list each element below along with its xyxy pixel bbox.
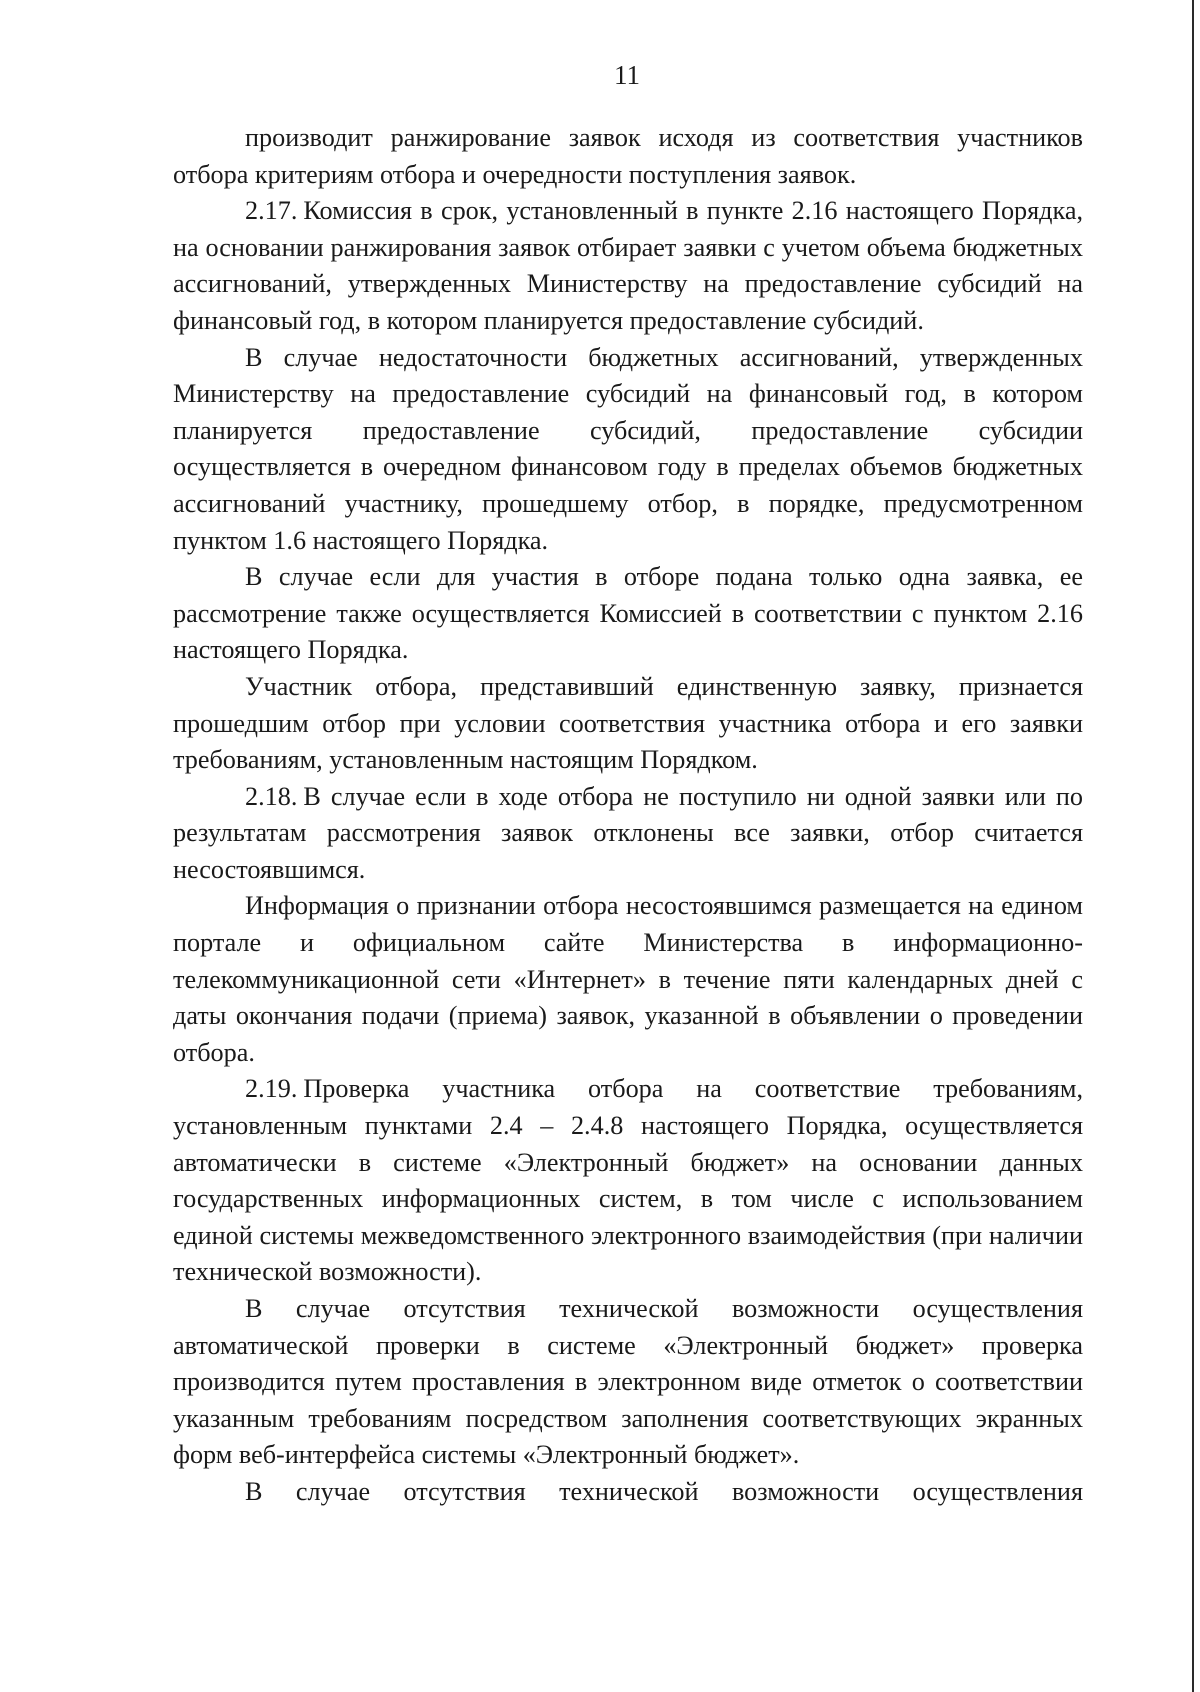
paragraph-number: 2.19. bbox=[245, 1074, 298, 1104]
paragraph-manual-check bbox=[173, 1291, 1083, 1474]
paragraph-single-application bbox=[173, 559, 1083, 669]
paragraph-2-19 bbox=[173, 1071, 1083, 1291]
paragraph-insufficient-funds bbox=[173, 340, 1083, 560]
paragraph-text: В случае недостаточности бюджетных ассигнований, утвержденных Министерству на предоставление субсидий на финансовый год, в котором планируется предоставление субсидий, предоставление субсидии осуществляется в очередном финансовом году в пределах объемов бюджетных ассигнований участнику, прошедшему отбор, в порядке, предусмотренном пунктом 1.6 настоящего Порядка. bbox=[173, 342, 1083, 555]
paragraph-sole-participant bbox=[173, 669, 1083, 779]
paragraph-text: В случае если для участия в отборе подана только одна заявка, ее рассмотрение также осуществляется Комиссией в соответствии с пунктом 2.16 настоящего Порядка. bbox=[173, 562, 1083, 665]
paragraph-text: Проверка участника отбора на соответствие требованиям, установленным пунктами 2.4 – 2.4.8 настоящего Порядка, осуществляется автоматически в системе «Электронный бюджет» на основании данных государственных информационных систем, в том числе с использованием единой системы межведомственного электронного взаимодействия (при наличии технической возможности). bbox=[173, 1074, 1083, 1287]
paragraph-text: производит ранжирование заявок исходя из соответствия участников отбора критериям отбора и очередности поступления заявок. bbox=[173, 123, 1083, 189]
page-number: 11 bbox=[614, 60, 640, 90]
paragraph-text: В случае отсутствия технической возможности осуществления bbox=[245, 1476, 1083, 1506]
paragraph-2-18 bbox=[173, 779, 1083, 889]
paragraph-last-line bbox=[173, 1474, 1083, 1511]
paragraph-text: В случае если в ходе отбора не поступило ни одной заявки или по результатам рассмотрения заявок отклонены все заявки, отбор считается несостоявшимся. bbox=[173, 781, 1083, 884]
paragraph-text: Информация о признании отбора несостоявшимся размещается на едином портале и официальном сайте Министерства в информационно-телекоммуникационной сети «Интернет» в течение пяти календарных дней с даты окончания подачи (приема) заявок, указанной в объявлении о проведении отбора. bbox=[173, 891, 1083, 1067]
paragraph-number: 2.18. bbox=[245, 781, 298, 811]
scan-edge-line bbox=[1192, 0, 1194, 1692]
paragraph-text: Комиссия в срок, установленный в пункте 2.16 настоящего Порядка, на основании ранжирования заявок отбирает заявки с учетом объема бюджетных ассигнований, утвержденных Министерству на предоставление субсидий на финансовый год, в котором планируется предоставление субсидий. bbox=[173, 196, 1083, 335]
paragraph-2-17 bbox=[173, 193, 1083, 339]
paragraph-failed-selection-info bbox=[173, 888, 1083, 1071]
paragraph-continuation bbox=[173, 120, 1083, 193]
paragraph-number: 2.17. bbox=[245, 196, 298, 226]
document-body bbox=[173, 120, 1083, 1511]
paragraph-text: Участник отбора, представивший единственную заявку, признается прошедшим отбор при условии соответствия участника отбора и его заявки требованиям, установленным настоящим Порядком. bbox=[173, 671, 1083, 775]
paragraph-text: В случае отсутствия технической возможности осуществления автоматической проверки в системе «Электронный бюджет» проверка производится путем проставления в электронном виде отметок о соответствии указанным требованиям посредством заполнения соответствующих экранных форм веб-интерфейса системы «Электронный бюджет». bbox=[173, 1294, 1083, 1470]
